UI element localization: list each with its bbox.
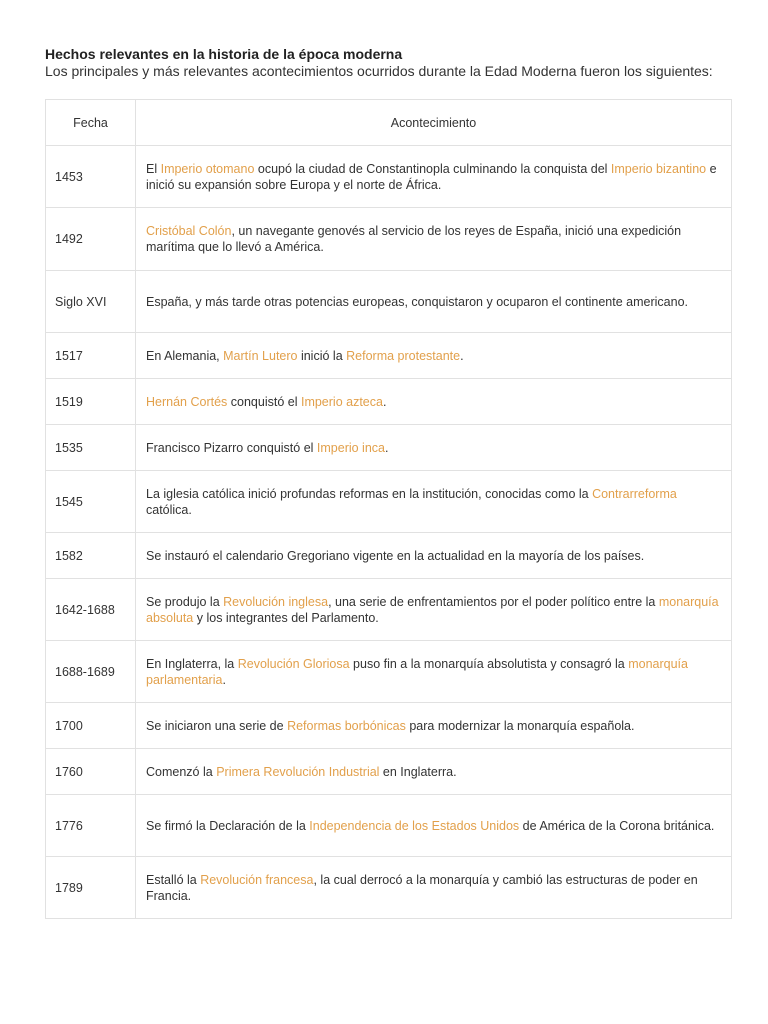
- event-date: 1700: [46, 703, 136, 749]
- event-date: 1789: [46, 857, 136, 919]
- event-link[interactable]: Imperio otomano: [160, 161, 255, 176]
- event-link[interactable]: Imperio bizantino: [610, 161, 707, 176]
- event-text: .: [222, 672, 226, 687]
- event-description: [136, 579, 732, 641]
- event-link[interactable]: monarquía parlamentaria: [146, 656, 688, 687]
- event-text: e inició su expansión sobre Europa y el norte de África.: [146, 161, 717, 192]
- event-link[interactable]: Martín Lutero: [223, 348, 298, 363]
- event-date: 1492: [46, 208, 136, 271]
- table-row: [46, 471, 732, 533]
- table-header-row: [46, 100, 732, 146]
- table-body: [46, 146, 732, 919]
- event-text: , un navegante genovés al servicio de los reyes de España, inició una expedición marítima que lo llevó a América.: [146, 224, 682, 254]
- event-text: Francisco Pizarro conquistó el: [146, 440, 317, 455]
- table-row: [46, 795, 732, 857]
- event-description: [136, 471, 732, 533]
- event-description: [136, 641, 732, 703]
- event-text: .: [385, 440, 389, 455]
- event-text: .: [382, 394, 387, 409]
- events-table: [45, 99, 732, 919]
- header-event: Acontecimiento: [136, 100, 732, 146]
- event-text: conquistó el: [227, 394, 301, 409]
- event-description: [136, 208, 732, 271]
- event-text: en Inglaterra.: [379, 764, 457, 779]
- event-date: 1760: [46, 749, 136, 795]
- event-text: Comenzó la: [146, 764, 217, 779]
- intro-paragraph: Los principales y más relevantes acontecimientos ocurridos durante la Edad Moderna fueron los siguientes:: [45, 63, 713, 79]
- event-link[interactable]: Revolución Gloriosa: [237, 656, 350, 671]
- event-link[interactable]: Reformas borbónicas: [287, 718, 406, 733]
- event-link[interactable]: Primera Revolución Industrial: [216, 764, 380, 779]
- event-description: [136, 703, 732, 749]
- table-row: [46, 379, 732, 425]
- event-date: 1688-1689: [46, 641, 136, 703]
- event-description: [136, 425, 732, 471]
- event-description: [136, 795, 732, 857]
- event-date: 1776: [46, 795, 136, 857]
- header-date: Fecha: [46, 100, 136, 146]
- event-text: .: [460, 348, 464, 363]
- event-date: 1517: [46, 333, 136, 379]
- event-description: [136, 533, 732, 579]
- event-text: puso fin a la monarquía absolutista y consagró la: [349, 656, 629, 671]
- event-text: ocupó la ciudad de Constantinopla culminando la conquista del: [254, 161, 611, 176]
- event-link[interactable]: monarquía absoluta: [146, 594, 719, 625]
- article: [45, 46, 731, 919]
- event-link[interactable]: Imperio inca: [316, 440, 385, 455]
- table-row: [46, 533, 732, 579]
- event-text: Se instauró el calendario Gregoriano vigente en la actualidad en la mayoría de los países.: [146, 548, 645, 563]
- event-date: 1545: [46, 471, 136, 533]
- table-row: [46, 579, 732, 641]
- event-text: La iglesia católica inició profundas reformas en la institución, conocidas como la: [146, 486, 593, 501]
- table-row: [46, 857, 732, 919]
- event-text: inició la: [297, 348, 347, 363]
- event-text: Se firmó la Declaración de la: [146, 818, 310, 833]
- event-text: Se produjo la: [146, 594, 224, 609]
- table-row: [46, 425, 732, 471]
- event-date: 1582: [46, 533, 136, 579]
- section-heading: Hechos relevantes en la historia de la época moderna: [45, 46, 403, 62]
- event-text: y los integrantes del Parlamento.: [193, 610, 379, 625]
- table-row: [46, 333, 732, 379]
- event-date: 1642-1688: [46, 579, 136, 641]
- event-description: [136, 857, 732, 919]
- event-date: 1453: [46, 146, 136, 208]
- event-text: para modernizar la monarquía española.: [405, 718, 635, 733]
- event-text: , la cual derrocó a la monarquía y cambió las estructuras de poder en Francia.: [146, 872, 698, 903]
- table-row: [46, 703, 732, 749]
- event-description: [136, 271, 732, 333]
- event-link[interactable]: Revolución inglesa: [223, 594, 329, 609]
- event-text: Estalló la: [146, 872, 201, 887]
- event-text: España, y más tarde otras potencias europeas, conquistaron y ocuparon el continente americano.: [146, 294, 688, 309]
- table-row: [46, 271, 732, 333]
- event-description: [136, 749, 732, 795]
- event-description: [136, 379, 732, 425]
- event-link[interactable]: Revolución francesa: [200, 872, 314, 887]
- event-date: Siglo XVI: [46, 271, 136, 333]
- event-link[interactable]: Cristóbal Colón: [146, 224, 232, 238]
- event-text: de América de la Corona británica.: [519, 818, 715, 833]
- table-row: [46, 208, 732, 271]
- event-link[interactable]: Hernán Cortés: [146, 394, 228, 409]
- table-row: [46, 641, 732, 703]
- event-link[interactable]: Reforma protestante: [346, 348, 461, 363]
- event-link[interactable]: Contrarreforma: [592, 486, 677, 501]
- event-description: [136, 333, 732, 379]
- event-text: Se iniciaron una serie de: [146, 718, 288, 733]
- table-row: [46, 146, 732, 208]
- event-link[interactable]: Independencia de los Estados Unidos: [309, 818, 520, 833]
- event-date: 1519: [46, 379, 136, 425]
- event-date: 1535: [46, 425, 136, 471]
- table-row: [46, 749, 732, 795]
- event-text: En Alemania,: [146, 348, 224, 363]
- event-description: [136, 146, 732, 208]
- event-text: católica.: [146, 502, 192, 517]
- event-text: , una serie de enfrentamientos por el poder político entre la: [328, 594, 659, 609]
- event-text: El: [146, 161, 161, 176]
- event-link[interactable]: Imperio azteca: [300, 394, 383, 409]
- event-text: En Inglaterra, la: [146, 656, 238, 671]
